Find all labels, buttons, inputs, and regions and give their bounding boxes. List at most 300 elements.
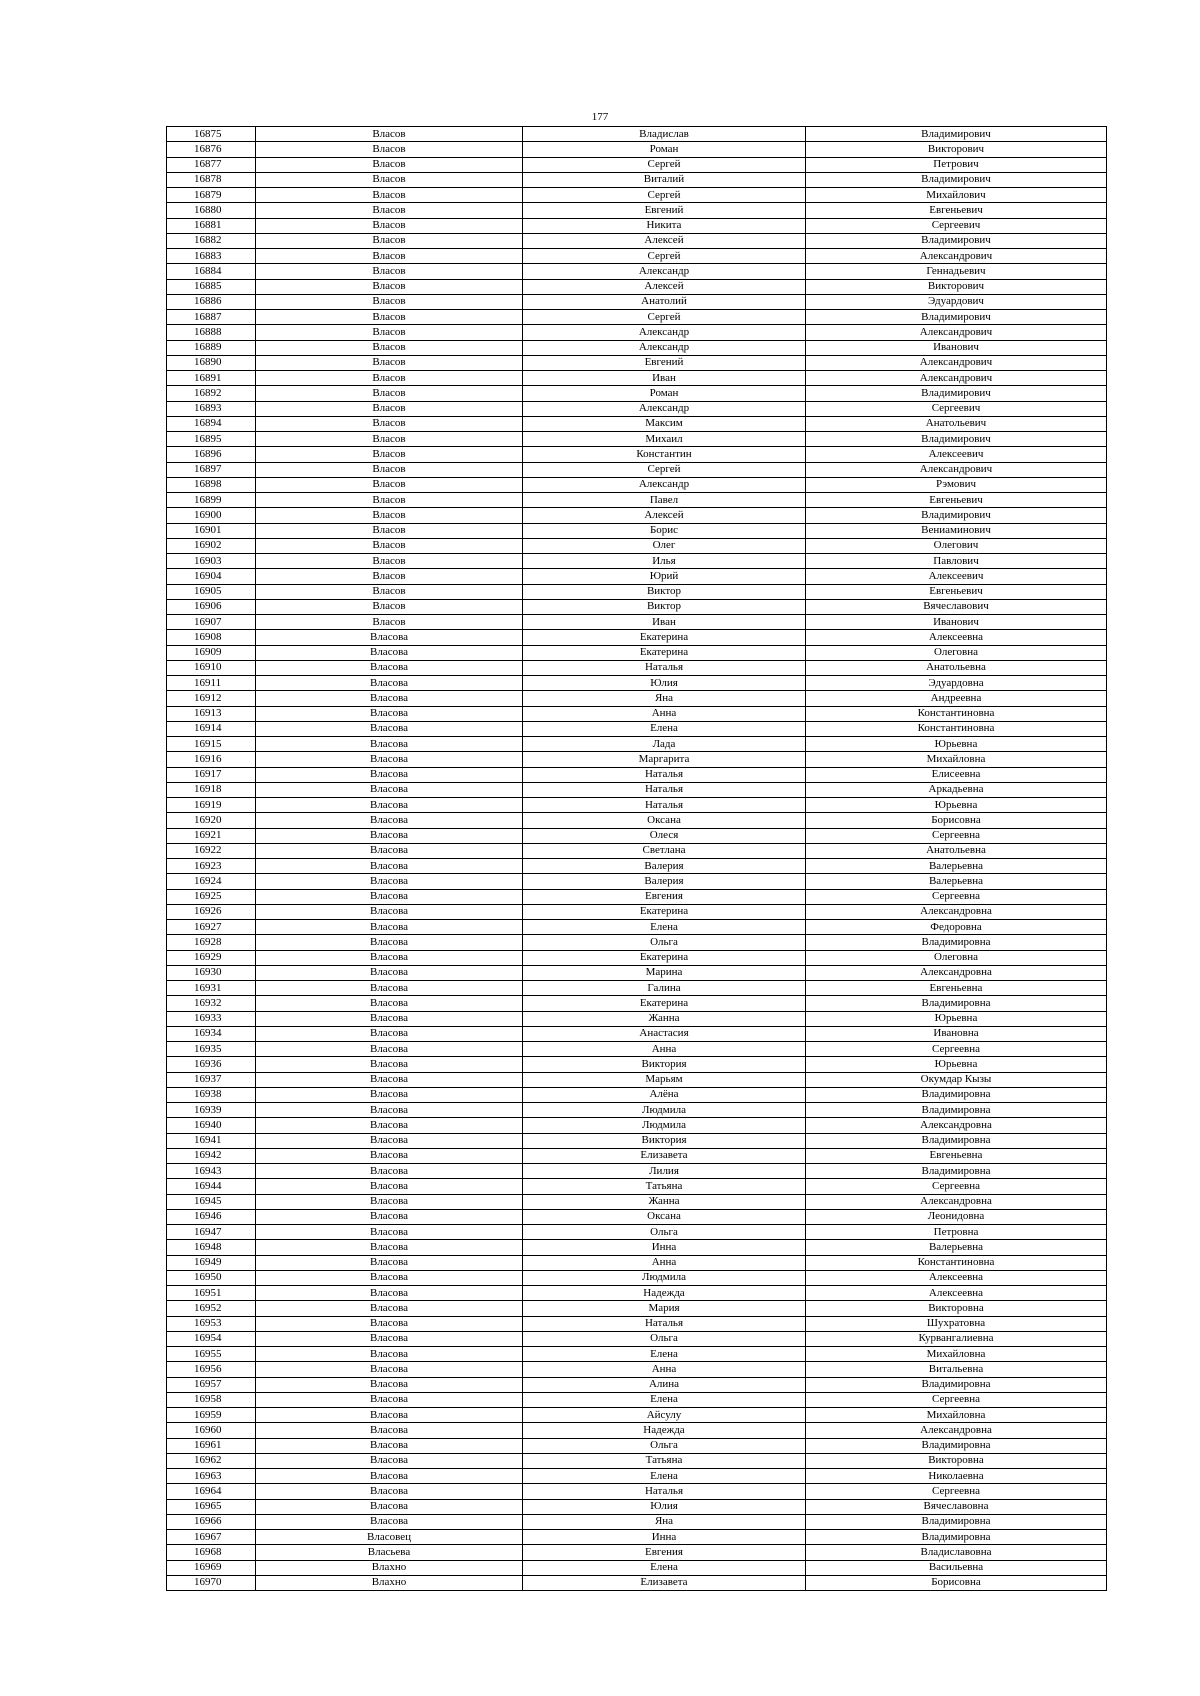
row-number-cell: 16962 bbox=[167, 1453, 256, 1468]
table-row bbox=[167, 660, 1107, 675]
first-name-cell: Елена bbox=[523, 1347, 806, 1362]
row-number-cell: 16900 bbox=[167, 508, 256, 523]
last-name-cell: Власова bbox=[256, 1179, 523, 1194]
table-row bbox=[167, 508, 1107, 523]
last-name-cell: Власова bbox=[256, 1270, 523, 1285]
first-name-cell: Екатерина bbox=[523, 904, 806, 919]
table-row bbox=[167, 950, 1107, 965]
table-row bbox=[167, 1087, 1107, 1102]
patronymic-cell: Владимировна bbox=[806, 1438, 1107, 1453]
patronymic-cell: Евгеньевна bbox=[806, 1148, 1107, 1163]
table-row bbox=[167, 1331, 1107, 1346]
first-name-cell: Валерия bbox=[523, 874, 806, 889]
first-name-cell: Юлия bbox=[523, 676, 806, 691]
last-name-cell: Власова bbox=[256, 1301, 523, 1316]
first-name-cell: Марина bbox=[523, 965, 806, 980]
table-row bbox=[167, 920, 1107, 935]
row-number-cell: 16909 bbox=[167, 645, 256, 660]
last-name-cell: Власов bbox=[256, 188, 523, 203]
row-number-cell: 16937 bbox=[167, 1072, 256, 1087]
last-name-cell: Власова bbox=[256, 1209, 523, 1224]
patronymic-cell: Анатольевна bbox=[806, 843, 1107, 858]
table-row bbox=[167, 874, 1107, 889]
first-name-cell: Сергей bbox=[523, 188, 806, 203]
first-name-cell: Алёна bbox=[523, 1087, 806, 1102]
patronymic-cell: Геннадьевич bbox=[806, 264, 1107, 279]
table-row bbox=[167, 371, 1107, 386]
first-name-cell: Ольга bbox=[523, 1438, 806, 1453]
last-name-cell: Власова bbox=[256, 691, 523, 706]
table-row bbox=[167, 218, 1107, 233]
table-row bbox=[167, 859, 1107, 874]
first-name-cell: Татьяна bbox=[523, 1453, 806, 1468]
first-name-cell: Александр bbox=[523, 264, 806, 279]
patronymic-cell: Константиновна bbox=[806, 721, 1107, 736]
row-number-cell: 16918 bbox=[167, 782, 256, 797]
patronymic-cell: Вячеславович bbox=[806, 599, 1107, 614]
first-name-cell: Роман bbox=[523, 142, 806, 157]
last-name-cell: Власов bbox=[256, 233, 523, 248]
last-name-cell: Власов bbox=[256, 416, 523, 431]
patronymic-cell: Федоровна bbox=[806, 920, 1107, 935]
patronymic-cell: Сергеевна bbox=[806, 1179, 1107, 1194]
row-number-cell: 16906 bbox=[167, 599, 256, 614]
row-number-cell: 16895 bbox=[167, 432, 256, 447]
patronymic-cell: Михайлович bbox=[806, 188, 1107, 203]
table-row bbox=[167, 1484, 1107, 1499]
row-number-cell: 16963 bbox=[167, 1469, 256, 1484]
first-name-cell: Алексей bbox=[523, 233, 806, 248]
first-name-cell: Екатерина bbox=[523, 630, 806, 645]
patronymic-cell: Юрьевна bbox=[806, 737, 1107, 752]
row-number-cell: 16931 bbox=[167, 981, 256, 996]
row-number-cell: 16936 bbox=[167, 1057, 256, 1072]
last-name-cell: Власова bbox=[256, 874, 523, 889]
row-number-cell: 16878 bbox=[167, 172, 256, 187]
last-name-cell: Власова bbox=[256, 813, 523, 828]
first-name-cell: Татьяна bbox=[523, 1179, 806, 1194]
table-row bbox=[167, 554, 1107, 569]
table-row bbox=[167, 1057, 1107, 1072]
row-number-cell: 16882 bbox=[167, 233, 256, 248]
patronymic-cell: Константиновна bbox=[806, 706, 1107, 721]
table-row bbox=[167, 1225, 1107, 1240]
table-row bbox=[167, 691, 1107, 706]
table-row bbox=[167, 325, 1107, 340]
patronymic-cell: Владимирович bbox=[806, 432, 1107, 447]
row-number-cell: 16916 bbox=[167, 752, 256, 767]
table-row bbox=[167, 1423, 1107, 1438]
row-number-cell: 16932 bbox=[167, 996, 256, 1011]
row-number-cell: 16888 bbox=[167, 325, 256, 340]
first-name-cell: Никита bbox=[523, 218, 806, 233]
table-row bbox=[167, 1469, 1107, 1484]
patronymic-cell: Михайловна bbox=[806, 752, 1107, 767]
last-name-cell: Власова bbox=[256, 737, 523, 752]
first-name-cell: Алина bbox=[523, 1377, 806, 1392]
last-name-cell: Власов bbox=[256, 462, 523, 477]
row-number-cell: 16956 bbox=[167, 1362, 256, 1377]
patronymic-cell: Петрович bbox=[806, 157, 1107, 172]
last-name-cell: Власов bbox=[256, 279, 523, 294]
table-row bbox=[167, 401, 1107, 416]
first-name-cell: Виктор bbox=[523, 599, 806, 614]
last-name-cell: Власова bbox=[256, 645, 523, 660]
patronymic-cell: Алексеевич bbox=[806, 447, 1107, 462]
table-row bbox=[167, 1118, 1107, 1133]
row-number-cell: 16907 bbox=[167, 615, 256, 630]
row-number-cell: 16969 bbox=[167, 1560, 256, 1575]
first-name-cell: Владислав bbox=[523, 127, 806, 142]
row-number-cell: 16908 bbox=[167, 630, 256, 645]
row-number-cell: 16952 bbox=[167, 1301, 256, 1316]
first-name-cell: Людмила bbox=[523, 1118, 806, 1133]
last-name-cell: Власова bbox=[256, 1072, 523, 1087]
table-row bbox=[167, 935, 1107, 950]
patronymic-cell: Викторович bbox=[806, 142, 1107, 157]
row-number-cell: 16966 bbox=[167, 1514, 256, 1529]
last-name-cell: Власов bbox=[256, 157, 523, 172]
table-row bbox=[167, 249, 1107, 264]
last-name-cell: Власова bbox=[256, 1469, 523, 1484]
first-name-cell: Жанна bbox=[523, 1011, 806, 1026]
table-row bbox=[167, 1240, 1107, 1255]
last-name-cell: Власьева bbox=[256, 1545, 523, 1560]
last-name-cell: Власова bbox=[256, 843, 523, 858]
row-number-cell: 16947 bbox=[167, 1225, 256, 1240]
last-name-cell: Власова bbox=[256, 1133, 523, 1148]
patronymic-cell: Александрович bbox=[806, 249, 1107, 264]
table-row bbox=[167, 127, 1107, 142]
first-name-cell: Ольга bbox=[523, 935, 806, 950]
table-row bbox=[167, 233, 1107, 248]
last-name-cell: Власова bbox=[256, 1103, 523, 1118]
row-number-cell: 16929 bbox=[167, 950, 256, 965]
first-name-cell: Наталья bbox=[523, 782, 806, 797]
table-row bbox=[167, 1545, 1107, 1560]
table-row bbox=[167, 523, 1107, 538]
row-number-cell: 16898 bbox=[167, 477, 256, 492]
first-name-cell: Яна bbox=[523, 1514, 806, 1529]
last-name-cell: Власова bbox=[256, 950, 523, 965]
table-row bbox=[167, 1148, 1107, 1163]
patronymic-cell: Алексеевич bbox=[806, 569, 1107, 584]
patronymic-cell: Юрьевна bbox=[806, 798, 1107, 813]
table-row bbox=[167, 569, 1107, 584]
table-row bbox=[167, 1011, 1107, 1026]
first-name-cell: Елена bbox=[523, 920, 806, 935]
patronymic-cell: Борисовна bbox=[806, 813, 1107, 828]
patronymic-cell: Иванович bbox=[806, 615, 1107, 630]
row-number-cell: 16967 bbox=[167, 1530, 256, 1545]
table-row bbox=[167, 416, 1107, 431]
table-row bbox=[167, 279, 1107, 294]
patronymic-cell: Валерьевна bbox=[806, 1240, 1107, 1255]
row-number-cell: 16926 bbox=[167, 904, 256, 919]
first-name-cell: Валерия bbox=[523, 859, 806, 874]
patronymic-cell: Вячеславовна bbox=[806, 1499, 1107, 1514]
last-name-cell: Власова bbox=[256, 1423, 523, 1438]
first-name-cell: Олеся bbox=[523, 828, 806, 843]
row-number-cell: 16957 bbox=[167, 1377, 256, 1392]
patronymic-cell: Курвангалиевна bbox=[806, 1331, 1107, 1346]
table-row bbox=[167, 1392, 1107, 1407]
row-number-cell: 16930 bbox=[167, 965, 256, 980]
patronymic-cell: Владимировна bbox=[806, 996, 1107, 1011]
table-row bbox=[167, 721, 1107, 736]
table-row bbox=[167, 1286, 1107, 1301]
patronymic-cell: Сергеевна bbox=[806, 1392, 1107, 1407]
row-number-cell: 16880 bbox=[167, 203, 256, 218]
last-name-cell: Власовец bbox=[256, 1530, 523, 1545]
row-number-cell: 16915 bbox=[167, 737, 256, 752]
table-row bbox=[167, 981, 1107, 996]
first-name-cell: Анастасия bbox=[523, 1026, 806, 1041]
last-name-cell: Власова bbox=[256, 1194, 523, 1209]
table-row bbox=[167, 889, 1107, 904]
last-name-cell: Власов bbox=[256, 386, 523, 401]
table-row bbox=[167, 737, 1107, 752]
table-row bbox=[167, 1072, 1107, 1087]
patronymic-cell: Валерьевна bbox=[806, 874, 1107, 889]
last-name-cell: Власова bbox=[256, 1042, 523, 1057]
last-name-cell: Власова bbox=[256, 1118, 523, 1133]
first-name-cell: Людмила bbox=[523, 1103, 806, 1118]
table-row bbox=[167, 1103, 1107, 1118]
table-row bbox=[167, 340, 1107, 355]
patronymic-cell: Владимирович bbox=[806, 127, 1107, 142]
last-name-cell: Власова bbox=[256, 965, 523, 980]
row-number-cell: 16960 bbox=[167, 1423, 256, 1438]
patronymic-cell: Сергеевна bbox=[806, 828, 1107, 843]
first-name-cell: Михаил bbox=[523, 432, 806, 447]
table-row bbox=[167, 172, 1107, 187]
patronymic-cell: Петровна bbox=[806, 1225, 1107, 1240]
row-number-cell: 16889 bbox=[167, 340, 256, 355]
row-number-cell: 16939 bbox=[167, 1103, 256, 1118]
first-name-cell: Анна bbox=[523, 1255, 806, 1270]
last-name-cell: Власова bbox=[256, 1408, 523, 1423]
row-number-cell: 16899 bbox=[167, 493, 256, 508]
table-row bbox=[167, 599, 1107, 614]
row-number-cell: 16891 bbox=[167, 371, 256, 386]
patronymic-cell: Александрович bbox=[806, 462, 1107, 477]
table-row bbox=[167, 782, 1107, 797]
last-name-cell: Власов bbox=[256, 569, 523, 584]
patronymic-cell: Павлович bbox=[806, 554, 1107, 569]
first-name-cell: Елена bbox=[523, 1469, 806, 1484]
row-number-cell: 16896 bbox=[167, 447, 256, 462]
row-number-cell: 16925 bbox=[167, 889, 256, 904]
last-name-cell: Власов bbox=[256, 554, 523, 569]
page-number: 177 bbox=[591, 111, 609, 123]
last-name-cell: Власова bbox=[256, 1347, 523, 1362]
table-row bbox=[167, 965, 1107, 980]
first-name-cell: Роман bbox=[523, 386, 806, 401]
patronymic-cell: Владимировна bbox=[806, 1530, 1107, 1545]
table-row bbox=[167, 843, 1107, 858]
patronymic-cell: Владимирович bbox=[806, 386, 1107, 401]
row-number-cell: 16950 bbox=[167, 1270, 256, 1285]
table-row bbox=[167, 1347, 1107, 1362]
first-name-cell: Анна bbox=[523, 1042, 806, 1057]
patronymic-cell: Васильевна bbox=[806, 1560, 1107, 1575]
row-number-cell: 16914 bbox=[167, 721, 256, 736]
first-name-cell: Виктория bbox=[523, 1133, 806, 1148]
table-row bbox=[167, 630, 1107, 645]
first-name-cell: Марьям bbox=[523, 1072, 806, 1087]
last-name-cell: Власова bbox=[256, 1011, 523, 1026]
row-number-cell: 16905 bbox=[167, 584, 256, 599]
row-number-cell: 16902 bbox=[167, 538, 256, 553]
patronymic-cell: Евгеньевич bbox=[806, 584, 1107, 599]
table-row bbox=[167, 1270, 1107, 1285]
last-name-cell: Власова bbox=[256, 1484, 523, 1499]
table-row bbox=[167, 584, 1107, 599]
row-number-cell: 16894 bbox=[167, 416, 256, 431]
last-name-cell: Власов bbox=[256, 584, 523, 599]
patronymic-cell: Владимировна bbox=[806, 1087, 1107, 1102]
patronymic-cell: Витальевна bbox=[806, 1362, 1107, 1377]
patronymic-cell: Алексеевна bbox=[806, 1270, 1107, 1285]
last-name-cell: Власова bbox=[256, 706, 523, 721]
row-number-cell: 16921 bbox=[167, 828, 256, 843]
last-name-cell: Власова bbox=[256, 859, 523, 874]
register-table bbox=[166, 126, 1107, 1591]
patronymic-cell: Анатольевич bbox=[806, 416, 1107, 431]
patronymic-cell: Владимировна bbox=[806, 935, 1107, 950]
last-name-cell: Власова bbox=[256, 752, 523, 767]
first-name-cell: Светлана bbox=[523, 843, 806, 858]
row-number-cell: 16928 bbox=[167, 935, 256, 950]
first-name-cell: Павел bbox=[523, 493, 806, 508]
row-number-cell: 16923 bbox=[167, 859, 256, 874]
first-name-cell: Надежда bbox=[523, 1423, 806, 1438]
first-name-cell: Екатерина bbox=[523, 950, 806, 965]
table-row bbox=[167, 310, 1107, 325]
first-name-cell: Борис bbox=[523, 523, 806, 538]
last-name-cell: Власова bbox=[256, 1164, 523, 1179]
first-name-cell: Сергей bbox=[523, 310, 806, 325]
row-number-cell: 16938 bbox=[167, 1087, 256, 1102]
table-row bbox=[167, 706, 1107, 721]
row-number-cell: 16949 bbox=[167, 1255, 256, 1270]
last-name-cell: Власова bbox=[256, 1026, 523, 1041]
first-name-cell: Айсулу bbox=[523, 1408, 806, 1423]
last-name-cell: Власова bbox=[256, 1499, 523, 1514]
row-number-cell: 16934 bbox=[167, 1026, 256, 1041]
last-name-cell: Власов bbox=[256, 447, 523, 462]
row-number-cell: 16953 bbox=[167, 1316, 256, 1331]
table-row bbox=[167, 264, 1107, 279]
patronymic-cell: Александровна bbox=[806, 1423, 1107, 1438]
patronymic-cell: Александрович bbox=[806, 325, 1107, 340]
row-number-cell: 16944 bbox=[167, 1179, 256, 1194]
row-number-cell: 16884 bbox=[167, 264, 256, 279]
row-number-cell: 16917 bbox=[167, 767, 256, 782]
first-name-cell: Елена bbox=[523, 1392, 806, 1407]
last-name-cell: Влахно bbox=[256, 1560, 523, 1575]
last-name-cell: Власова bbox=[256, 1286, 523, 1301]
first-name-cell: Максим bbox=[523, 416, 806, 431]
first-name-cell: Маргарита bbox=[523, 752, 806, 767]
row-number-cell: 16903 bbox=[167, 554, 256, 569]
first-name-cell: Инна bbox=[523, 1530, 806, 1545]
first-name-cell: Жанна bbox=[523, 1194, 806, 1209]
table-row bbox=[167, 294, 1107, 309]
patronymic-cell: Викторовна bbox=[806, 1453, 1107, 1468]
row-number-cell: 16901 bbox=[167, 523, 256, 538]
patronymic-cell: Олеговна bbox=[806, 950, 1107, 965]
row-number-cell: 16904 bbox=[167, 569, 256, 584]
last-name-cell: Власов bbox=[256, 493, 523, 508]
first-name-cell: Евгений bbox=[523, 355, 806, 370]
table-row bbox=[167, 1514, 1107, 1529]
patronymic-cell: Окумдар Кызы bbox=[806, 1072, 1107, 1087]
last-name-cell: Власова bbox=[256, 1331, 523, 1346]
first-name-cell: Анатолий bbox=[523, 294, 806, 309]
first-name-cell: Галина bbox=[523, 981, 806, 996]
last-name-cell: Власова bbox=[256, 1362, 523, 1377]
first-name-cell: Евгения bbox=[523, 1545, 806, 1560]
table-row bbox=[167, 1042, 1107, 1057]
table-row bbox=[167, 615, 1107, 630]
first-name-cell: Алексей bbox=[523, 508, 806, 523]
table-row bbox=[167, 1209, 1107, 1224]
patronymic-cell: Александрович bbox=[806, 355, 1107, 370]
first-name-cell: Сергей bbox=[523, 157, 806, 172]
last-name-cell: Власов bbox=[256, 355, 523, 370]
last-name-cell: Власов bbox=[256, 523, 523, 538]
first-name-cell: Олег bbox=[523, 538, 806, 553]
first-name-cell: Анна bbox=[523, 706, 806, 721]
first-name-cell: Юрий bbox=[523, 569, 806, 584]
first-name-cell: Елизавета bbox=[523, 1148, 806, 1163]
table-row bbox=[167, 828, 1107, 843]
row-number-cell: 16885 bbox=[167, 279, 256, 294]
row-number-cell: 16897 bbox=[167, 462, 256, 477]
row-number-cell: 16876 bbox=[167, 142, 256, 157]
patronymic-cell: Иванович bbox=[806, 340, 1107, 355]
last-name-cell: Власова bbox=[256, 1453, 523, 1468]
last-name-cell: Власова bbox=[256, 1225, 523, 1240]
patronymic-cell: Евгеньевна bbox=[806, 981, 1107, 996]
patronymic-cell: Николаевна bbox=[806, 1469, 1107, 1484]
patronymic-cell: Эдуардович bbox=[806, 294, 1107, 309]
row-number-cell: 16875 bbox=[167, 127, 256, 142]
last-name-cell: Власова bbox=[256, 1255, 523, 1270]
row-number-cell: 16946 bbox=[167, 1209, 256, 1224]
last-name-cell: Власов bbox=[256, 325, 523, 340]
last-name-cell: Власов bbox=[256, 508, 523, 523]
patronymic-cell: Владимировна bbox=[806, 1133, 1107, 1148]
row-number-cell: 16893 bbox=[167, 401, 256, 416]
table-row bbox=[167, 676, 1107, 691]
patronymic-cell: Евгеньевич bbox=[806, 203, 1107, 218]
table-row bbox=[167, 1438, 1107, 1453]
patronymic-cell: Александровна bbox=[806, 965, 1107, 980]
last-name-cell: Власова bbox=[256, 767, 523, 782]
patronymic-cell: Викторовна bbox=[806, 1301, 1107, 1316]
row-number-cell: 16890 bbox=[167, 355, 256, 370]
patronymic-cell: Владимирович bbox=[806, 172, 1107, 187]
last-name-cell: Власов bbox=[256, 599, 523, 614]
row-number-cell: 16886 bbox=[167, 294, 256, 309]
last-name-cell: Власова bbox=[256, 996, 523, 1011]
row-number-cell: 16927 bbox=[167, 920, 256, 935]
row-number-cell: 16968 bbox=[167, 1545, 256, 1560]
table-row bbox=[167, 477, 1107, 492]
